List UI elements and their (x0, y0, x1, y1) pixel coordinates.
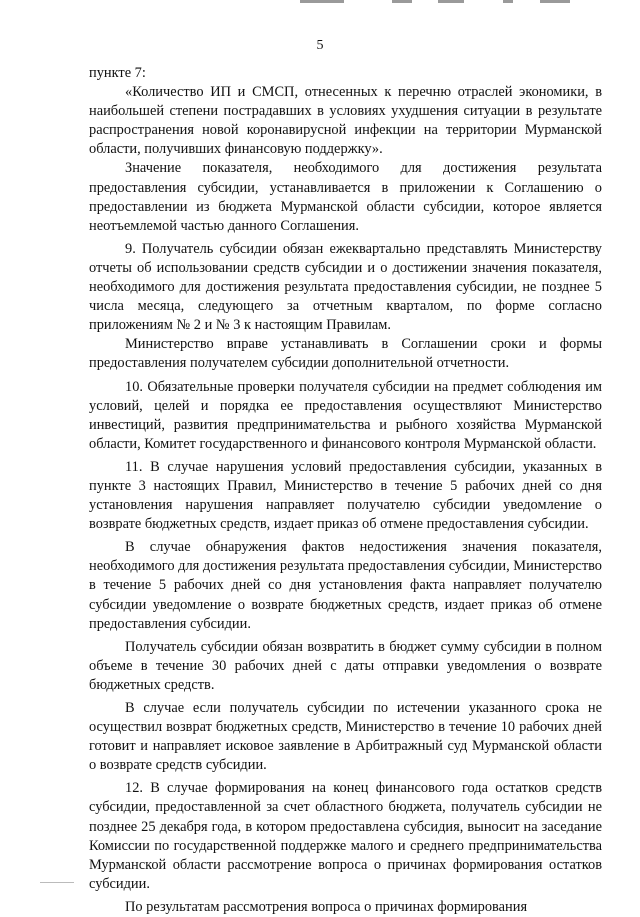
scan-artifact (503, 0, 513, 3)
scan-artifact (300, 0, 344, 3)
paragraph-item-11: 11. В случае нарушения условий предоставления субсидии, указанных в пункте 3 настоящих Правил, Министерство в течение 5 рабочих дней со дня установления нарушения направляет получателю субсидии уведомление о возврате бюджетных средств, издает приказ об отмене предоставления субсидии. (89, 458, 602, 533)
paragraph-arbitration-claim: В случае если получатель субсидии по истечении указанного срока не осуществил возврат бюджетных средств, Министерство в течение 10 рабочих дней готовит и направляет исковое заявление в Арбитражный суд Мурманской области о возврате средств субсидии. (89, 700, 602, 774)
paragraph-indicator-quote: «Количество ИП и СМСП, отнесенных к перечню отраслей экономики, в наибольшей степени пострадавших в условиях ухудшения ситуации в результате распространения новой коронавирусной инфекции на территории Мурманской области, получивших финансовую поддержку». (89, 84, 602, 158)
paragraph-refund-obligation: Получатель субсидии обязан возвратить в бюджет сумму субсидии в полном объеме в течение 30 рабочих дней с даты отправки уведомления о возврате бюджетных средств. (89, 638, 602, 693)
scan-artifact-bottom (40, 882, 74, 883)
paragraph-item-10: 10. Обязательные проверки получателя субсидии на предмет соблюдения им условий, целей и порядка ее предоставления осуществляют Министерство инвестиций, развития предпринимательства и рыбного хозяйства Мурманской области, Комитет государственного и финансового контроля Мурманской области. (89, 378, 602, 452)
paragraph-ministry-reporting: Министерство вправе устанавливать в Соглашении сроки и формы предоставления получателем субсидии дополнительной отчетности. (89, 336, 602, 372)
scan-artifact (540, 0, 570, 3)
paragraph-item-7-continuation: пункте 7: (89, 65, 146, 81)
paragraph-item-12: 12. В случае формирования на конец финансового года остатков средств субсидии, предоставленной за счет областного бюджета, получатель субсидии не позднее 25 декабря года, в котором предоставлена субсидия, выносит на заседание Комиссии по государственной поддержке малого и среднего предпринимательства Мурманской области рассмотрение вопроса о причинах формирования остатков субсидии. (89, 780, 602, 892)
paragraph-item-9: 9. Получатель субсидии обязан ежеквартально представлять Министерству отчеты об использовании средств субсидии и о достижении значения показателя, необходимого для достижения результата предоставления субсидии, не позднее 5 числа месяца, следующего за отчетным кварталом, по форме согласно приложениям № 2 и № 3 к настоящим Правилам. (89, 240, 602, 334)
page-number: 5 (316, 38, 324, 53)
paragraph-indicator-value: Значение показателя, необходимого для достижения результата предоставления субсидии, устанавливается в приложении к Соглашению о предоставлении из бюджета Мурманской области субсидии, которое является неотъемлемой частью данного Соглашения. (89, 160, 602, 234)
scan-artifact (392, 0, 412, 3)
paragraph-review-results: По результатам рассмотрения вопроса о причинах формирования (125, 898, 528, 915)
scan-artifact (438, 0, 464, 3)
document-body (89, 64, 602, 917)
paragraph-indicator-failure: В случае обнаружения фактов недостижения значения показателя, необходимого для достижения результата предоставления субсидии, Министерство в течение 5 рабочих дней со дня установления факта направляет получателю субсидии уведомление о возврате бюджетных средств, издает приказ об отмене предоставления субсидии. (89, 539, 602, 632)
